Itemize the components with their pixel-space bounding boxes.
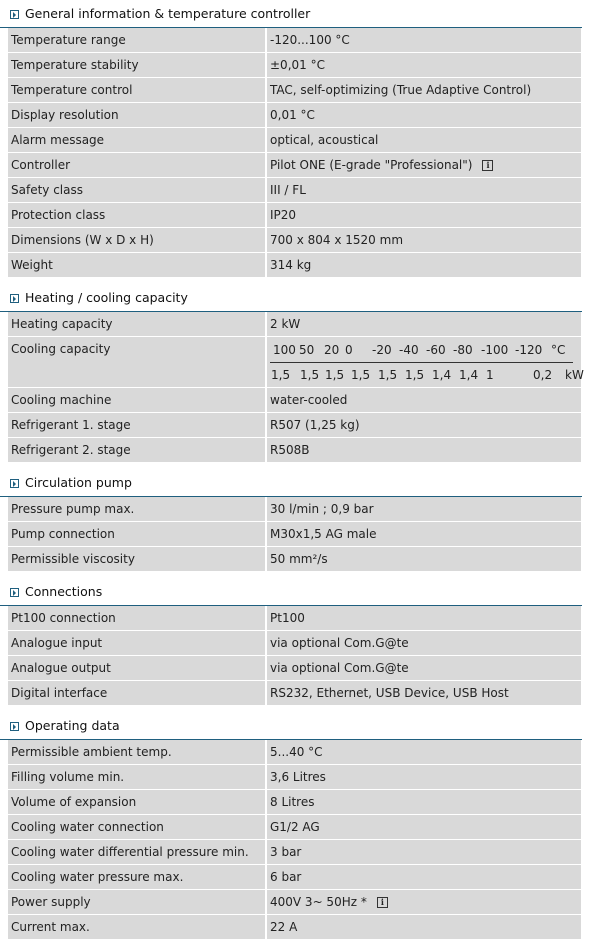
row-value: 0,01 °C: [267, 103, 581, 128]
cooling-power: 1,5: [300, 368, 320, 382]
table-row: [8, 253, 581, 278]
table-row: [8, 547, 581, 572]
row-label: Cooling machine: [8, 388, 267, 413]
section-arrow-icon: [10, 10, 19, 19]
cooling-temp: -20: [372, 343, 392, 357]
row-label: Refrigerant 1. stage: [8, 413, 267, 438]
row-value: 314 kg: [267, 253, 581, 278]
row-value: TAC, self-optimizing (True Adaptive Control): [267, 78, 581, 103]
cooling-temp-unit: °C: [551, 343, 566, 357]
row-value: 50 mm²/s: [267, 547, 581, 572]
section-operating-data: [0, 712, 593, 940]
row-value: R508B: [267, 438, 581, 463]
cooling-power: 1,4: [432, 368, 452, 382]
row-label: Filling volume min.: [8, 765, 267, 790]
row-label: Current max.: [8, 915, 267, 940]
table-row: [8, 606, 581, 631]
table-row: [8, 53, 581, 78]
row-value: IP20: [267, 203, 581, 228]
table-row: [8, 740, 581, 765]
row-value: 3 bar: [267, 840, 581, 865]
row-value: optical, acoustical: [267, 128, 581, 153]
spec-table: [8, 740, 581, 940]
cooling-power: 1,5: [405, 368, 425, 382]
section-header[interactable]: [0, 712, 582, 740]
row-value: 2 kW: [267, 312, 581, 337]
row-label: Cooling capacity: [8, 337, 267, 388]
row-label: Analogue output: [8, 656, 267, 681]
spec-table: [8, 606, 581, 706]
table-row: [8, 103, 581, 128]
spec-table: [8, 28, 581, 278]
table-row: [8, 522, 581, 547]
table-row: [8, 890, 581, 915]
row-value-cell: [267, 153, 581, 178]
section-title: Heating / cooling capacity: [25, 290, 188, 305]
cooling-divider: [270, 362, 573, 363]
row-label: Digital interface: [8, 681, 267, 706]
table-row: [8, 178, 581, 203]
row-label: Analogue input: [8, 631, 267, 656]
row-value: 3,6 Litres: [267, 765, 581, 790]
info-icon[interactable]: i: [377, 897, 388, 908]
row-label: Pt100 connection: [8, 606, 267, 631]
row-value: via optional Com.G@te: [267, 631, 581, 656]
row-value: M30x1,5 AG male: [267, 522, 581, 547]
row-label: Cooling water connection: [8, 815, 267, 840]
section-header[interactable]: [0, 578, 582, 606]
section-circulation-pump: [0, 469, 593, 572]
row-value: 22 A: [267, 915, 581, 940]
row-label: Temperature range: [8, 28, 267, 53]
table-row: [8, 865, 581, 890]
cooling-temp: 100: [273, 343, 296, 357]
row-label: Refrigerant 2. stage: [8, 438, 267, 463]
row-value: III / FL: [267, 178, 581, 203]
table-row: [8, 765, 581, 790]
row-label: Pump connection: [8, 522, 267, 547]
row-label: Power supply: [8, 890, 267, 915]
section-header[interactable]: [0, 284, 582, 312]
row-label: Dimensions (W x D x H): [8, 228, 267, 253]
table-row: [8, 153, 581, 178]
cooling-power: 1,5: [271, 368, 291, 382]
row-label: Permissible viscosity: [8, 547, 267, 572]
row-label: Cooling water pressure max.: [8, 865, 267, 890]
cooling-temp: 20: [324, 343, 340, 357]
section-connections: [0, 578, 593, 706]
cooling-temp: -60: [426, 343, 446, 357]
cooling-capacity-table: [267, 337, 584, 388]
row-value: Pt100: [267, 606, 581, 631]
table-row: [8, 78, 581, 103]
table-row: [8, 203, 581, 228]
row-label: Permissible ambient temp.: [8, 740, 267, 765]
cooling-temp: -120: [515, 343, 543, 357]
table-row: [8, 228, 581, 253]
row-label: Temperature control: [8, 78, 267, 103]
row-value-cell: [267, 890, 581, 915]
row-label: Alarm message: [8, 128, 267, 153]
row-label: Protection class: [8, 203, 267, 228]
table-row: [8, 128, 581, 153]
table-row: [8, 656, 581, 681]
table-row: [8, 388, 581, 413]
cooling-capacity-row: [8, 337, 581, 388]
row-value: 6 bar: [267, 865, 581, 890]
row-value: -120...100 °C: [267, 28, 581, 53]
table-row: [8, 413, 581, 438]
cooling-power: 1,4: [459, 368, 479, 382]
section-title: Connections: [25, 584, 103, 599]
section-header[interactable]: [0, 469, 582, 497]
section-arrow-icon: [10, 722, 19, 731]
cooling-power: 1,5: [351, 368, 371, 382]
row-label: Display resolution: [8, 103, 267, 128]
cooling-power: 0,2: [533, 368, 553, 382]
row-label: Controller: [8, 153, 267, 178]
section-title: General information & temperature controller: [25, 6, 311, 21]
row-label: Temperature stability: [8, 53, 267, 78]
table-row: [8, 497, 581, 522]
table-row: [8, 631, 581, 656]
cooling-temp: -80: [453, 343, 473, 357]
cooling-temp: -100: [481, 343, 509, 357]
row-value: 30 l/min ; 0,9 bar: [267, 497, 581, 522]
section-general: [0, 0, 593, 278]
section-header[interactable]: [0, 0, 582, 28]
table-row: [8, 438, 581, 463]
row-value: 5...40 °C: [267, 740, 581, 765]
cooling-power: [507, 368, 533, 382]
row-label: Pressure pump max.: [8, 497, 267, 522]
cooling-temp: 0: [345, 343, 353, 357]
table-row: [8, 840, 581, 865]
info-icon[interactable]: i: [482, 160, 493, 171]
row-value: 700 x 804 x 1520 mm: [267, 228, 581, 253]
section-arrow-icon: [10, 294, 19, 303]
row-label: Cooling water differential pressure min.: [8, 840, 267, 865]
cooling-temp: 50: [299, 343, 315, 357]
row-value: Pilot ONE (E-grade "Professional"): [270, 158, 473, 172]
row-label: Heating capacity: [8, 312, 267, 337]
cooling-temps: [270, 343, 567, 357]
spec-table: [8, 312, 584, 463]
cooling-power: 1,5: [325, 368, 345, 382]
section-title: Circulation pump: [25, 475, 132, 490]
section-title: Operating data: [25, 718, 120, 733]
table-row: [8, 312, 581, 337]
row-value: 400V 3~ 50Hz *: [270, 895, 367, 909]
row-value: via optional Com.G@te: [267, 656, 581, 681]
table-row: [8, 815, 581, 840]
section-arrow-icon: [10, 588, 19, 597]
cooling-power: 1,5: [378, 368, 398, 382]
row-value: ±0,01 °C: [267, 53, 581, 78]
row-value: 8 Litres: [267, 790, 581, 815]
section-heating-cooling: [0, 284, 593, 463]
spec-table: [8, 497, 581, 572]
row-label: Safety class: [8, 178, 267, 203]
table-row: [8, 915, 581, 940]
cooling-power: 1: [486, 368, 494, 382]
row-label: Weight: [8, 253, 267, 278]
table-row: [8, 28, 581, 53]
row-value: G1/2 AG: [267, 815, 581, 840]
row-value: RS232, Ethernet, USB Device, USB Host: [267, 681, 581, 706]
row-value: water-cooled: [267, 388, 581, 413]
section-arrow-icon: [10, 479, 19, 488]
row-label: Volume of expansion: [8, 790, 267, 815]
table-row: [8, 681, 581, 706]
cooling-power-unit: kW: [565, 368, 584, 382]
cooling-powers: [270, 368, 583, 382]
row-value: R507 (1,25 kg): [267, 413, 581, 438]
table-row: [8, 790, 581, 815]
cooling-temp: -40: [399, 343, 419, 357]
